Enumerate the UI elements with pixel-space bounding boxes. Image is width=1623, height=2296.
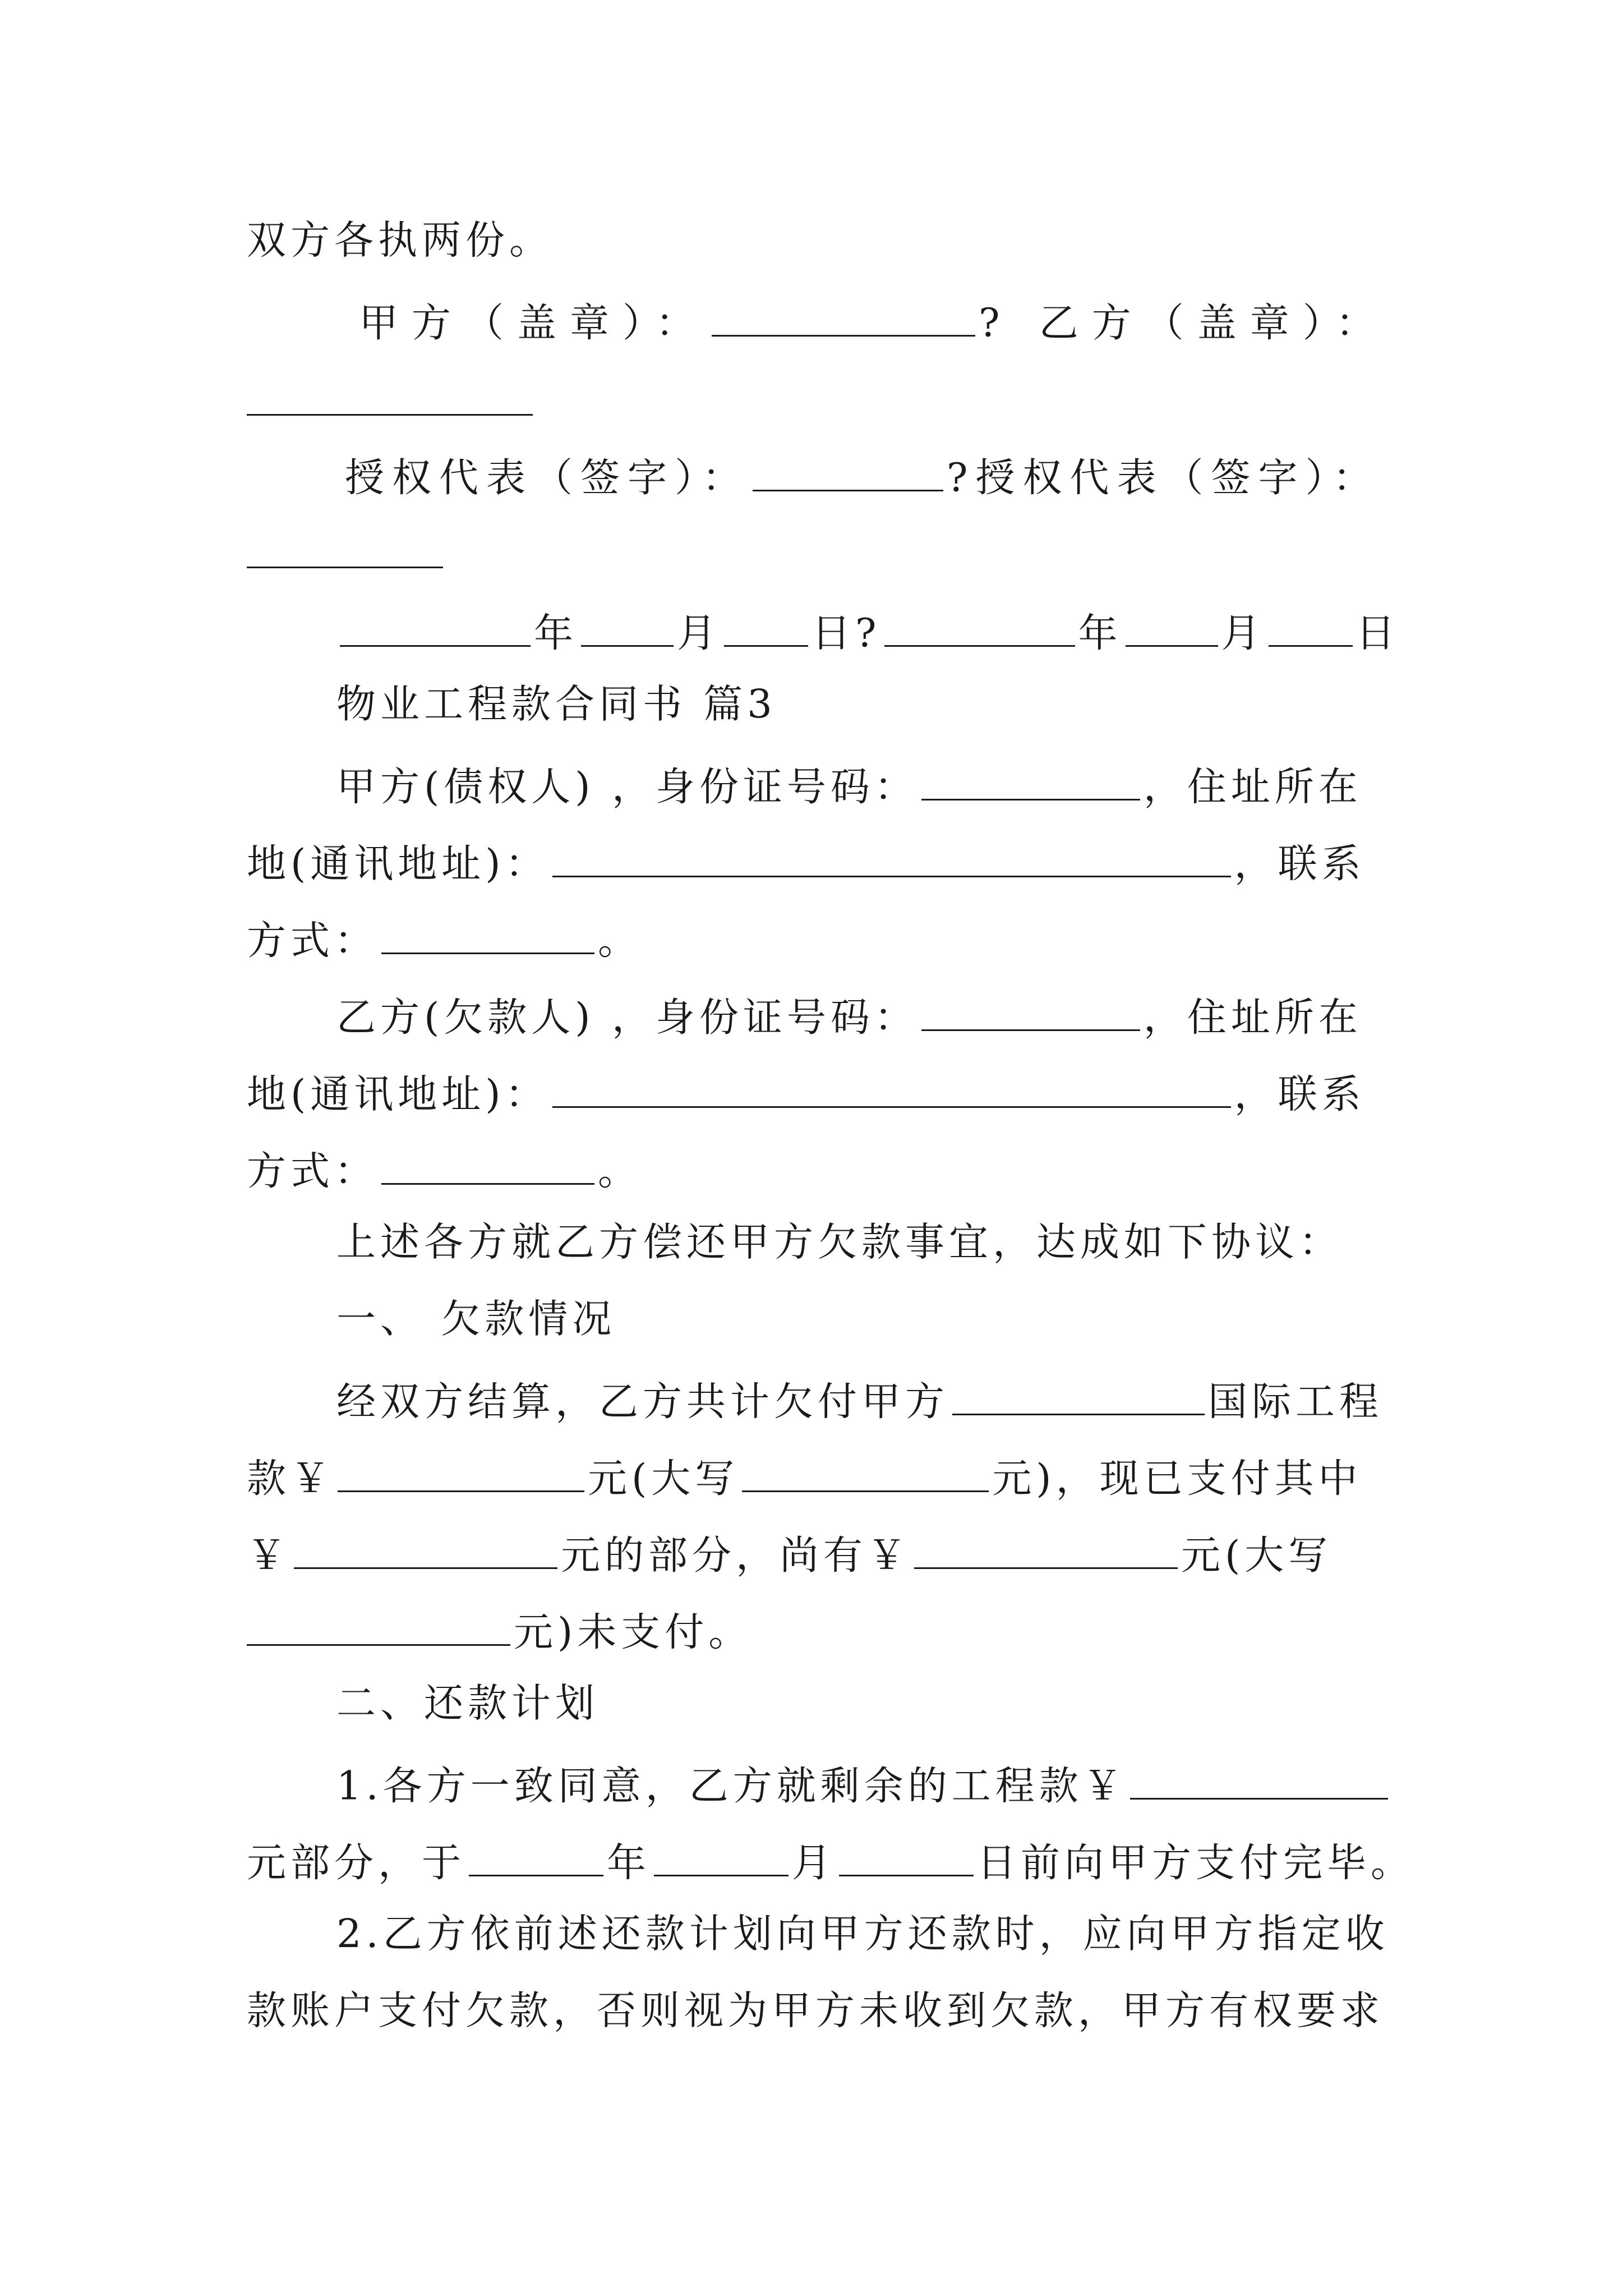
text: 双方各执两份。 [247,217,553,263]
month-label: 月 [1221,610,1265,656]
paragraph-line [336,1219,1343,1265]
text: 经双方结算，乙方共计欠付甲方 [336,1378,949,1425]
day-label: 日? [811,610,881,656]
text: 。 [598,1148,642,1194]
day-blank [724,608,808,647]
paragraph-line [247,1607,753,1655]
text: 元(大写 [588,1455,739,1502]
text: 地(通讯地址)： [247,840,549,887]
text: 地(通讯地址)： [247,1071,549,1117]
year-label: 年 [534,610,578,656]
text: 元)，现已支付其中 [992,1455,1362,1502]
text: 款账户支付欠款，否则视为甲方未收到欠款，甲方有权要求 [247,1987,1384,2033]
text: 二、还款计划 [336,1680,599,1726]
text: ￥ [247,1532,291,1579]
rep-b-label: ?授权代表（签字）： [947,454,1380,501]
paragraph-line [247,217,553,263]
text: 乙方(欠款人) ，身份证号码： [336,994,918,1041]
rep-a-blank [753,452,943,491]
year-label: 年 [1078,610,1122,656]
amount-words-blank [742,1453,989,1492]
paragraph-line [336,1911,1389,1957]
text: 一、 欠款情况 [336,1296,616,1342]
address-blank [552,838,1231,877]
paragraph-line [247,1837,1414,1886]
text: 。 [598,917,642,964]
year-blank [884,608,1075,647]
party-b-seal-blank [247,414,533,416]
text: 1.各方一致同意，乙方就剩余的工程款￥ [336,1763,1127,1809]
amount-blank [952,1376,1205,1415]
paragraph-line [336,761,1362,810]
party-a-seal-blank [712,297,975,337]
day-blank [1269,608,1353,647]
text: 方式： [247,1148,378,1194]
text: ，联系 [1234,1071,1366,1117]
rep-b-blank [247,567,443,568]
contact-blank [381,915,594,954]
paragraph-line [336,1376,1383,1425]
section-heading [336,681,777,727]
day-blank [839,1837,974,1876]
text: 2.乙方依前述还款计划向甲方还款时，应向甲方指定收 [336,1911,1389,1957]
amount-blank [338,1453,584,1492]
id-blank [921,992,1140,1031]
month-blank [581,608,674,647]
amount-words-blank [247,1607,510,1646]
text: ，联系 [1234,840,1366,887]
party-a-seal-label: 甲方（盖章）： [359,300,708,346]
month-blank [1126,608,1218,647]
paragraph-line [336,1760,1391,1809]
year-blank [340,608,531,647]
paragraph-line [247,1069,1366,1117]
paragraph-line [247,915,642,964]
text: 元)未支付。 [514,1609,753,1655]
text: 国际工程 [1208,1378,1383,1425]
text: ，住址所在 [1143,994,1362,1041]
text: 日前向甲方支付完毕。 [977,1839,1414,1886]
paragraph-line [247,1453,1362,1502]
text: 甲方(债权人) ，身份证号码： [336,763,918,810]
address-blank [552,1069,1231,1108]
paragraph-line [247,838,1366,887]
text: 元(大写 [1181,1532,1332,1579]
paragraph-line [247,1987,1384,2033]
month-label: 月 [792,1839,836,1886]
paragraph-line [247,1530,1332,1579]
paragraph-line [247,1145,642,1194]
id-blank [921,761,1140,800]
date-line [336,608,1400,656]
text: 上述各方就乙方偿还甲方欠款事宜，达成如下协议： [336,1219,1343,1265]
section-heading [336,1296,616,1342]
paragraph-line [336,992,1362,1041]
year-label: 年 [607,1839,651,1886]
text: 元部分，于 [247,1839,465,1886]
month-blank [654,1837,789,1876]
contact-blank [381,1145,594,1185]
party-b-seal-label: ? 乙方（盖章）： [979,300,1389,346]
text: 元的部分，尚有￥ [561,1532,911,1579]
amount-blank [294,1530,557,1569]
text: 方式： [247,917,378,964]
month-label: 月 [677,610,721,656]
amount-blank [914,1530,1178,1569]
day-label: 日 [1355,610,1400,656]
rep-a-label: 授权代表（签字）： [345,454,749,501]
signature-line-parties [359,297,1389,346]
text: 款￥ [247,1455,334,1502]
text: ，住址所在 [1143,763,1362,810]
section-heading [336,1680,599,1726]
amount-blank [1130,1760,1388,1800]
year-blank [469,1837,603,1876]
heading-text: 物业工程款合同书 篇3 [336,681,777,727]
signature-line-representatives [345,452,1380,501]
